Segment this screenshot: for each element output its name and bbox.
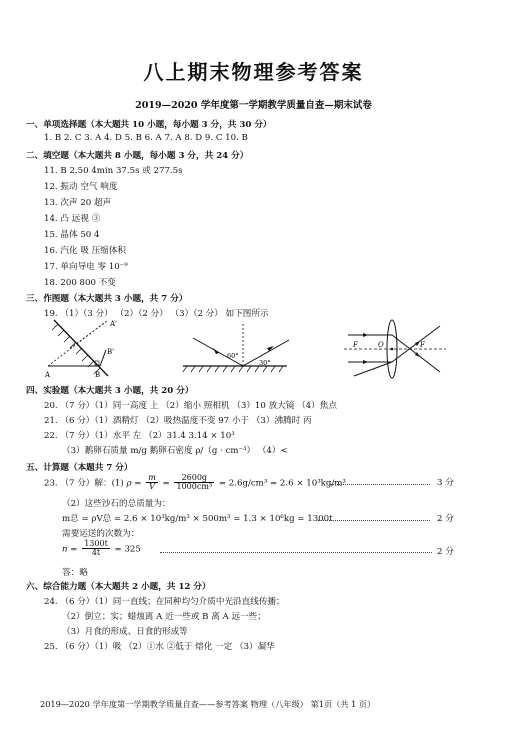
section-heading-4: 四、实验题（本大题共 3 小题，共 20 分）	[26, 386, 194, 396]
section-heading-3: 三、作图题（本大题共 3 小题，共 7 分）	[26, 294, 188, 304]
exp-answer-22-3: （3）鹅卵石质量 m/g 鹅卵石密度 ρ/（g · cm⁻³） （4）<	[62, 446, 288, 456]
calc-line-3: 需要运送的次数为：	[62, 529, 140, 539]
label-b: B	[95, 371, 101, 379]
section-heading-1: 一、单项选择题（本大题共 10 小题，每小题 3 分，共 30 分）	[26, 120, 272, 130]
mc-answers: 1. B 2. C 3. A 4. D 5. B 6. A 7. A 8. D 9. C 10. B	[44, 133, 248, 143]
fraction-2600-over-1000: $\frac{2600g}{\text{1000cm³}}$	[176, 473, 213, 492]
label-f-right: F	[420, 341, 425, 349]
calc-line-2: （2）这些沙石的总质量为：	[62, 499, 171, 509]
calc-q23-prefix: 23. （7 分）解：(1)	[44, 478, 124, 489]
fraction-1300-over-4: $\frac{1300t}{4t}$	[84, 539, 108, 558]
fill-answer-13: 13. 次声 20 超声	[44, 198, 112, 208]
fill-answer-12: 12. 振动 空气 响度	[44, 182, 118, 192]
label-f-left: F	[353, 341, 358, 349]
leader-dots-2	[318, 520, 430, 521]
comp-answer-25: 25. （6 分）（1）吸 （2）①水 ②低于 熔化 一定 （3）凝华	[44, 642, 275, 652]
calc-answer: 答：略	[62, 568, 88, 578]
page-subtitle: 2019—2020 学年度第一学期教学质量自查—期末试卷	[135, 100, 372, 111]
score-3: 2 分	[437, 547, 454, 557]
calc-rho: ρ =	[126, 478, 142, 489]
comp-answer-24: 24. （6 分）（1）同一直线；在同种均匀介质中光沿直线传播；	[44, 597, 285, 607]
fraction-m-over-v: $\frac{m}{V}$	[148, 473, 156, 492]
leader-dots-1	[330, 484, 430, 485]
drawing-answer-19: 19. （1）（3 分） （2）（2 分） （3）（2 分） 如下图所示	[44, 309, 269, 319]
fill-answer-17: 17. 单向导电 零 10⁻⁹	[44, 262, 128, 272]
comp-answer-24-2: （2）倒立；实；蜡烛离 A 近一些或 B 离 A 远一些；	[62, 612, 266, 622]
calc-mass-eq: m总 = ρV总 = 2.6 × 10³kg/m³ × 500m³ = 1.3 × 10⁶kg = 1300t	[62, 514, 333, 524]
leader-dots-3	[160, 552, 432, 553]
angle-30-label: 30°	[259, 359, 271, 367]
calc-n-eq: n = $\frac{1300t}{4t}$ = 325	[62, 539, 141, 558]
label-a: A	[45, 371, 51, 379]
fill-answer-16: 16. 汽化 吸 压缩体积	[44, 246, 127, 256]
section-heading-2: 二、填空题（本大题共 8 小题，每小题 3 分，共 24 分）	[26, 151, 249, 161]
section-heading-5: 五、计算题（本题共 7 分）	[26, 463, 133, 473]
fill-answer-15: 15. 晶体 50 4	[44, 230, 100, 240]
fill-answer-11: 11. B 2.50 4min 37.5s 或 277.5s	[44, 166, 183, 176]
fill-answer-18: 18. 200 800 不变	[44, 278, 116, 288]
label-o: O	[378, 341, 384, 349]
exp-answer-21: 21. （6 分）（1）酒精灯 （2）吸热温度不变 97 小于 （3）沸腾时 丙	[44, 416, 312, 426]
convex-lens-diagram	[340, 318, 450, 380]
reflection-diagram	[175, 318, 295, 376]
calc-eq1-rest: = 2.6g/cm³ = 2.6 × 10³kg/m³	[218, 478, 346, 489]
comp-answer-24-3: （3）月食的形成、日食的形成等	[62, 627, 188, 637]
angle-60-label: 60°	[227, 352, 239, 360]
exp-answer-20: 20. （7 分）（1）同一高度 上 （2）缩小 照相机 （3）10 放大镜 （4）焦点	[44, 401, 337, 411]
fill-answer-14: 14. 凸 远视 ③	[44, 214, 101, 224]
section-heading-6: 六、综合能力题（本大题共 2 小题，共 12 分）	[26, 582, 211, 592]
plane-mirror-diagram	[40, 318, 150, 380]
label-b-prime: B'	[107, 348, 115, 356]
score-1: 3 分	[437, 478, 454, 488]
calc-eq1: =	[162, 478, 170, 489]
calc-line-1	[44, 474, 346, 492]
label-a-prime: A'	[110, 320, 117, 328]
exp-answer-22: 22. （7 分）（1）水平 左 （2）31.4 3.14 × 10³	[44, 431, 235, 441]
page-footer: 2019—2020 学年度第一学期教学质量自查——参考答案 物理（八年级） 第1页（共 1 页）	[40, 699, 376, 709]
page-title: 八上期末物理参考答案	[143, 60, 364, 84]
score-2: 2 分	[437, 514, 454, 524]
